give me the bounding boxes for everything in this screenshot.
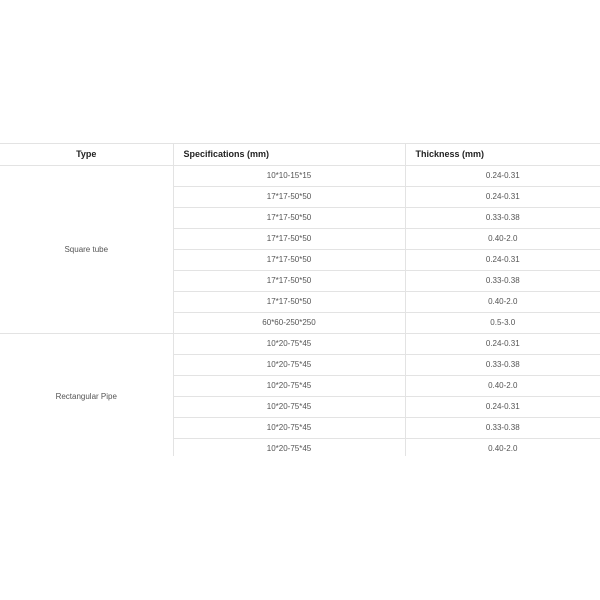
type-cell-square-tube: Square tube (0, 166, 173, 334)
thickness-cell: 0.5-3.0 (405, 313, 600, 334)
thickness-cell: 0.24-0.31 (405, 250, 600, 271)
spec-cell: 17*17-50*50 (173, 292, 405, 313)
thickness-cell: 0.33-0.38 (405, 208, 600, 229)
spec-cell: 10*10-15*15 (173, 166, 405, 187)
spec-table (0, 143, 600, 456)
spec-cell: 10*20-75*45 (173, 355, 405, 376)
spec-cell: 17*17-50*50 (173, 208, 405, 229)
thickness-cell: 0.24-0.31 (405, 334, 600, 355)
spec-cell: 10*20-75*45 (173, 418, 405, 439)
header-type: Type (0, 144, 173, 166)
spec-cell: 17*17-50*50 (173, 229, 405, 250)
spec-cell: 10*20-75*45 (173, 397, 405, 418)
thickness-cell: 0.40-2.0 (405, 439, 600, 457)
spec-cell: 10*20-75*45 (173, 376, 405, 397)
spec-cell: 10*20-75*45 (173, 334, 405, 355)
spec-cell: 60*60-250*250 (173, 313, 405, 334)
thickness-cell: 0.40-2.0 (405, 292, 600, 313)
spec-cell: 17*17-50*50 (173, 250, 405, 271)
thickness-cell: 0.33-0.38 (405, 271, 600, 292)
spec-cell: 17*17-50*50 (173, 187, 405, 208)
thickness-cell: 0.24-0.31 (405, 187, 600, 208)
spec-cell: 17*17-50*50 (173, 271, 405, 292)
header-specifications: Specifications (mm) (173, 144, 405, 166)
table-row (0, 166, 600, 187)
table-row (0, 334, 600, 355)
thickness-cell: 0.33-0.38 (405, 418, 600, 439)
thickness-cell: 0.24-0.31 (405, 397, 600, 418)
header-row (0, 144, 600, 166)
thickness-cell: 0.24-0.31 (405, 166, 600, 187)
thickness-cell: 0.33-0.38 (405, 355, 600, 376)
thickness-cell: 0.40-2.0 (405, 376, 600, 397)
type-cell-rectangular-pipe: Rectangular Pipe (0, 334, 173, 457)
thickness-cell: 0.40-2.0 (405, 229, 600, 250)
spec-table-container (0, 143, 600, 456)
header-thickness: Thickness (mm) (405, 144, 600, 166)
spec-cell: 10*20-75*45 (173, 439, 405, 457)
